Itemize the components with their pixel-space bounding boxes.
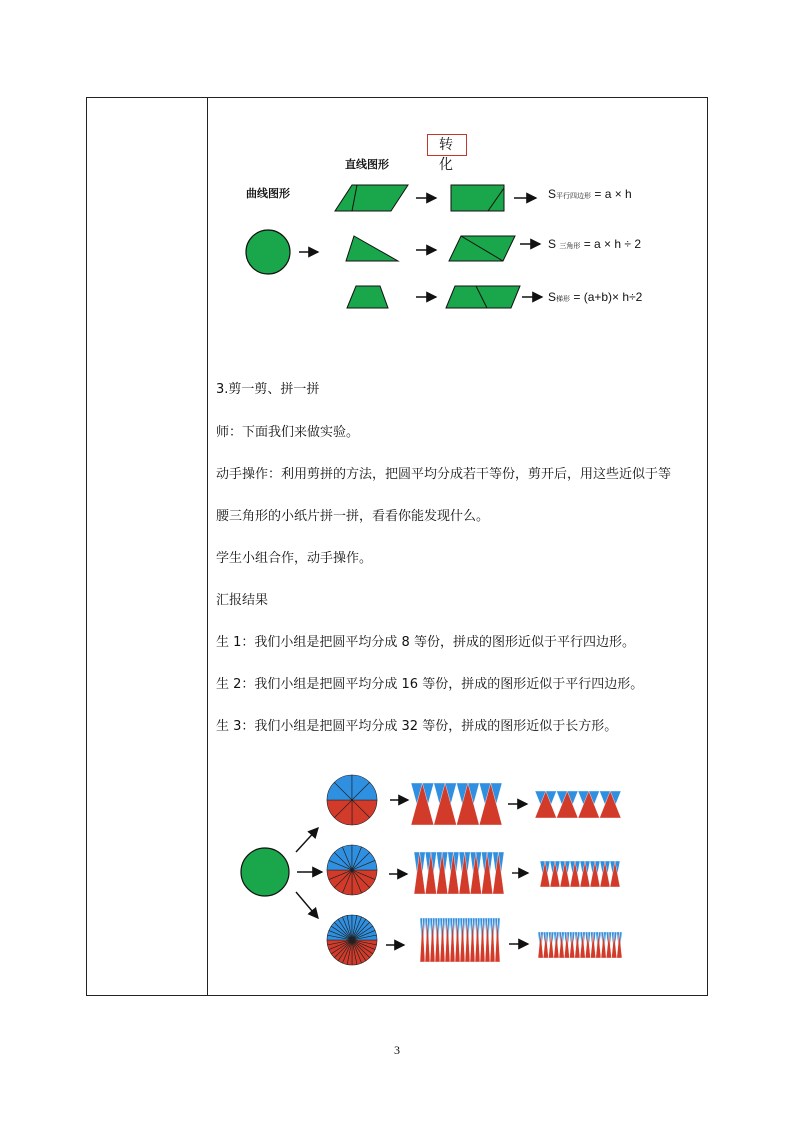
page-number: 3 [394,1043,400,1057]
section-title: 3.剪一剪、拼一拼 [216,382,320,397]
formula-parallelogram: S平行四边形 = a × h [548,187,632,201]
operation-line-1: 动手操作：利用剪拼的方法，把圆平均分成若干等份，剪开后，用这些近似于等 [216,467,672,482]
student-2-line: 生 2：我们小组是把圆平均分成 16 等份，拼成的图形近似于平行四边形。 [216,677,644,692]
label-curved-shapes: 曲线图形 [246,187,290,200]
source-circle [241,848,289,896]
diagram-title: 转 化 [427,134,467,156]
formula-trapezoid: S梯形 = (a+b)× h÷2 [548,290,643,304]
label-straight-shapes: 直线图形 [345,158,389,171]
student-3-line: 生 3：我们小组是把圆平均分成 32 等份，拼成的图形近似于长方形。 [216,719,618,734]
teacher-line: 师：下面我们来做实验。 [216,425,360,440]
group-work-line: 学生小组合作，动手操作。 [216,551,373,566]
operation-line-2: 腰三角形的小纸片拼一拼，看看你能发现什么。 [216,509,490,524]
formula-triangle: S 三角形 = a × h ÷ 2 [548,237,641,251]
report-line: 汇报结果 [216,593,269,608]
arrow-up [296,828,318,852]
arrow-down [296,892,318,918]
student-1-line: 生 1：我们小组是把圆平均分成 8 等份，拼成的图形近似于平行四边形。 [216,635,635,650]
